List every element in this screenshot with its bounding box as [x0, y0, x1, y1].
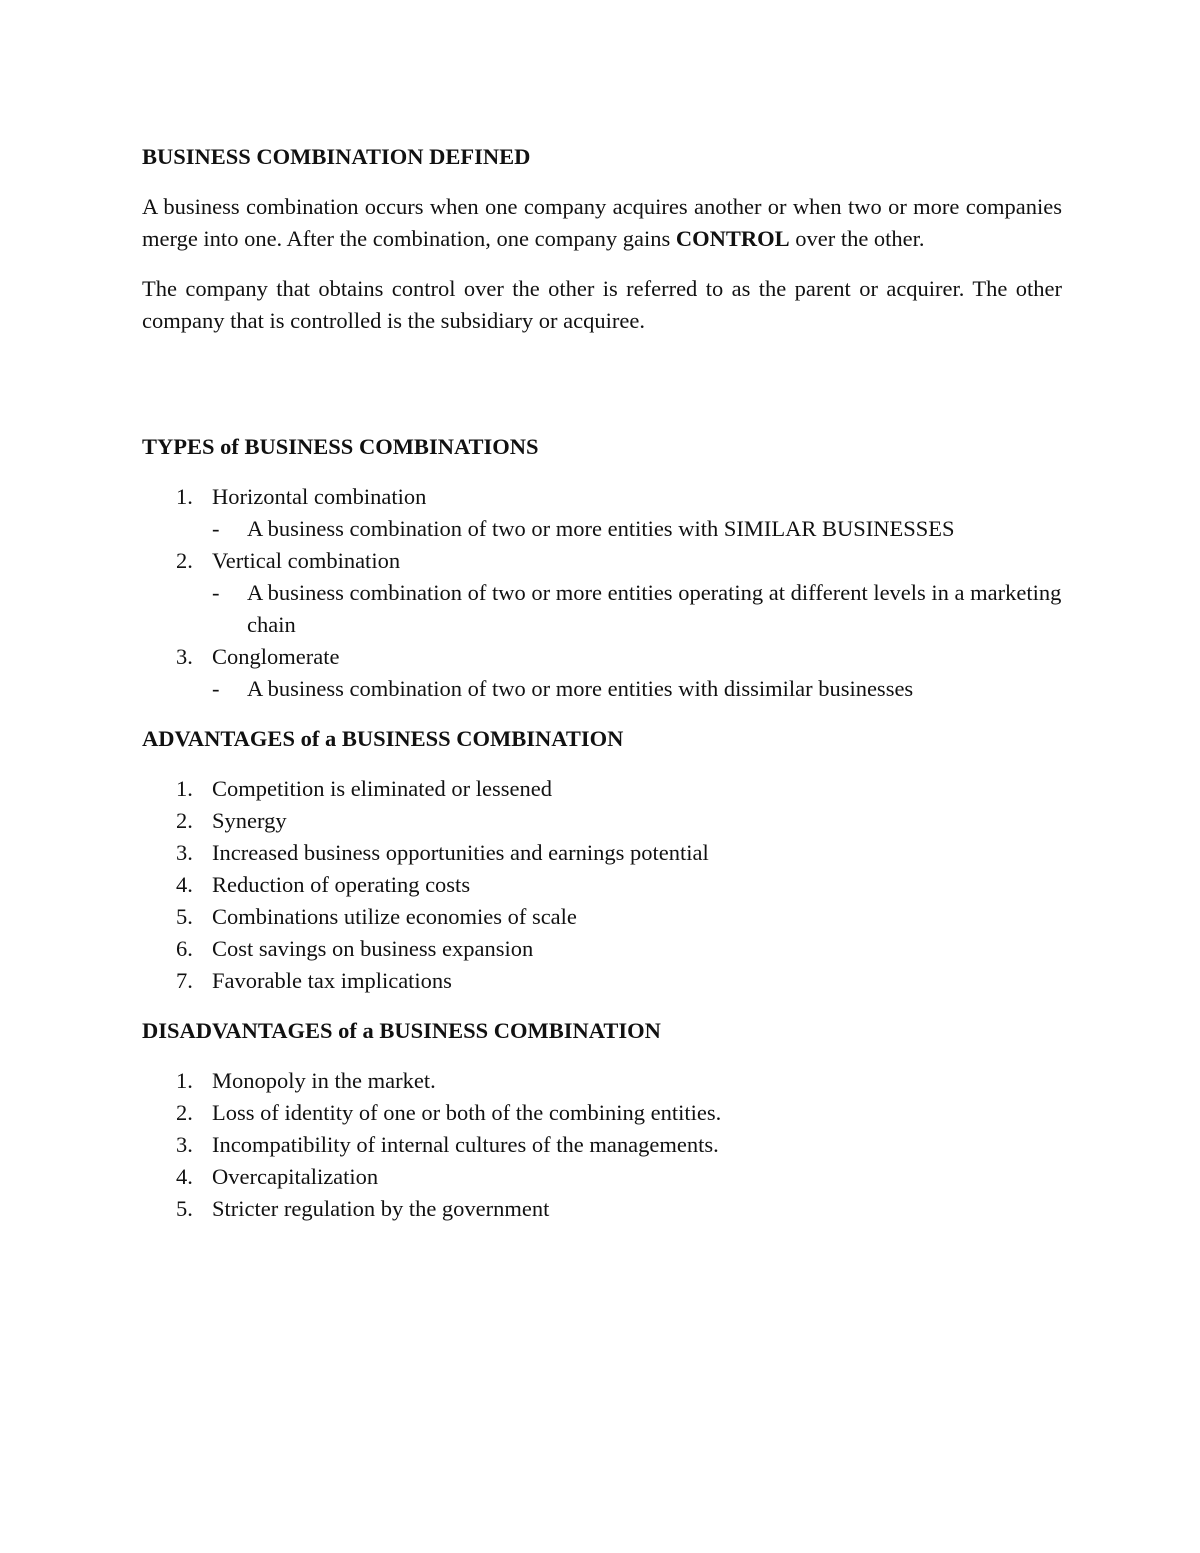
dash-bullet: -	[212, 580, 220, 605]
list-number: 6.	[176, 936, 193, 961]
list-item-label: Vertical combination	[212, 548, 401, 573]
list-item-detail	[212, 513, 1062, 545]
list-item	[142, 869, 1062, 901]
list-item	[142, 933, 1062, 965]
list-item-detail	[212, 673, 1062, 705]
list-number: 5.	[176, 904, 193, 929]
list-number: 3.	[176, 1132, 193, 1157]
list-item-label: Conglomerate	[212, 644, 340, 669]
list-item	[142, 837, 1062, 869]
list-item-label: Competition is eliminated or lessened	[212, 776, 552, 801]
definition-text-start: A business combination occurs when one company acquires another or when two or more companies merge into one. After the combination, one company gains	[142, 194, 1062, 251]
list-item	[142, 1065, 1062, 1097]
heading-types: TYPES of BUSINESS COMBINATIONS	[142, 434, 539, 459]
list-item-label: Synergy	[212, 808, 287, 833]
list-item-label: Overcapitalization	[212, 1164, 379, 1189]
list-item	[142, 965, 1062, 997]
detail-text: A business combination of two or more entities with SIMILAR BUSINESSES	[247, 516, 955, 541]
list-item	[142, 481, 1062, 545]
list-number: 4.	[176, 872, 193, 897]
disadvantages-list	[142, 1065, 1062, 1225]
advantages-list	[142, 773, 1062, 997]
list-item-label: Loss of identity of one or both of the combining entities.	[212, 1100, 722, 1125]
list-number: 3.	[176, 840, 193, 865]
heading-business-combination-defined: BUSINESS COMBINATION DEFINED	[142, 144, 531, 169]
dash-bullet: -	[212, 516, 220, 541]
list-number: 2.	[176, 808, 193, 833]
document-page	[142, 141, 1062, 1243]
list-item	[142, 805, 1062, 837]
list-item-label: Incompatibility of internal cultures of the managements.	[212, 1132, 719, 1157]
list-item-label: Horizontal combination	[212, 484, 427, 509]
list-item	[142, 545, 1062, 641]
detail-text: A business combination of two or more entities with dissimilar businesses	[247, 676, 914, 701]
definition-paragraph	[142, 191, 1062, 255]
list-item	[142, 1193, 1062, 1225]
list-number: 2.	[176, 548, 193, 573]
list-number: 2.	[176, 1100, 193, 1125]
list-item	[142, 641, 1062, 705]
list-item-label: Increased business opportunities and earnings potential	[212, 840, 709, 865]
definition-text-end: over the other.	[789, 226, 925, 251]
list-item-detail	[212, 577, 1062, 641]
heading-advantages: ADVANTAGES of a BUSINESS COMBINATION	[142, 726, 624, 751]
list-item	[142, 1097, 1062, 1129]
parent-subsidiary-paragraph: The company that obtains control over the other is referred to as the parent or acquirer. The other company that is controlled is the subsidiary or acquiree.	[142, 276, 1062, 333]
list-number: 1.	[176, 484, 193, 509]
section-spacer	[142, 355, 1062, 431]
list-item-label: Monopoly in the market.	[212, 1068, 436, 1093]
list-number: 7.	[176, 968, 193, 993]
list-item	[142, 901, 1062, 933]
heading-disadvantages: DISADVANTAGES of a BUSINESS COMBINATION	[142, 1018, 661, 1043]
dash-bullet: -	[212, 676, 220, 701]
list-item	[142, 1129, 1062, 1161]
list-number: 1.	[176, 1068, 193, 1093]
list-item-label: Cost savings on business expansion	[212, 936, 534, 961]
list-item-label: Combinations utilize economies of scale	[212, 904, 577, 929]
list-number: 3.	[176, 644, 193, 669]
list-item-label: Favorable tax implications	[212, 968, 452, 993]
list-number: 5.	[176, 1196, 193, 1221]
types-list	[142, 481, 1062, 705]
control-emphasis: CONTROL	[675, 226, 790, 251]
list-item-label: Reduction of operating costs	[212, 872, 471, 897]
list-number: 1.	[176, 776, 193, 801]
list-item-label: Stricter regulation by the government	[212, 1196, 550, 1221]
detail-text: A business combination of two or more entities operating at different levels in a marketing chain	[247, 580, 1062, 637]
list-item	[142, 773, 1062, 805]
list-number: 4.	[176, 1164, 193, 1189]
list-item	[142, 1161, 1062, 1193]
